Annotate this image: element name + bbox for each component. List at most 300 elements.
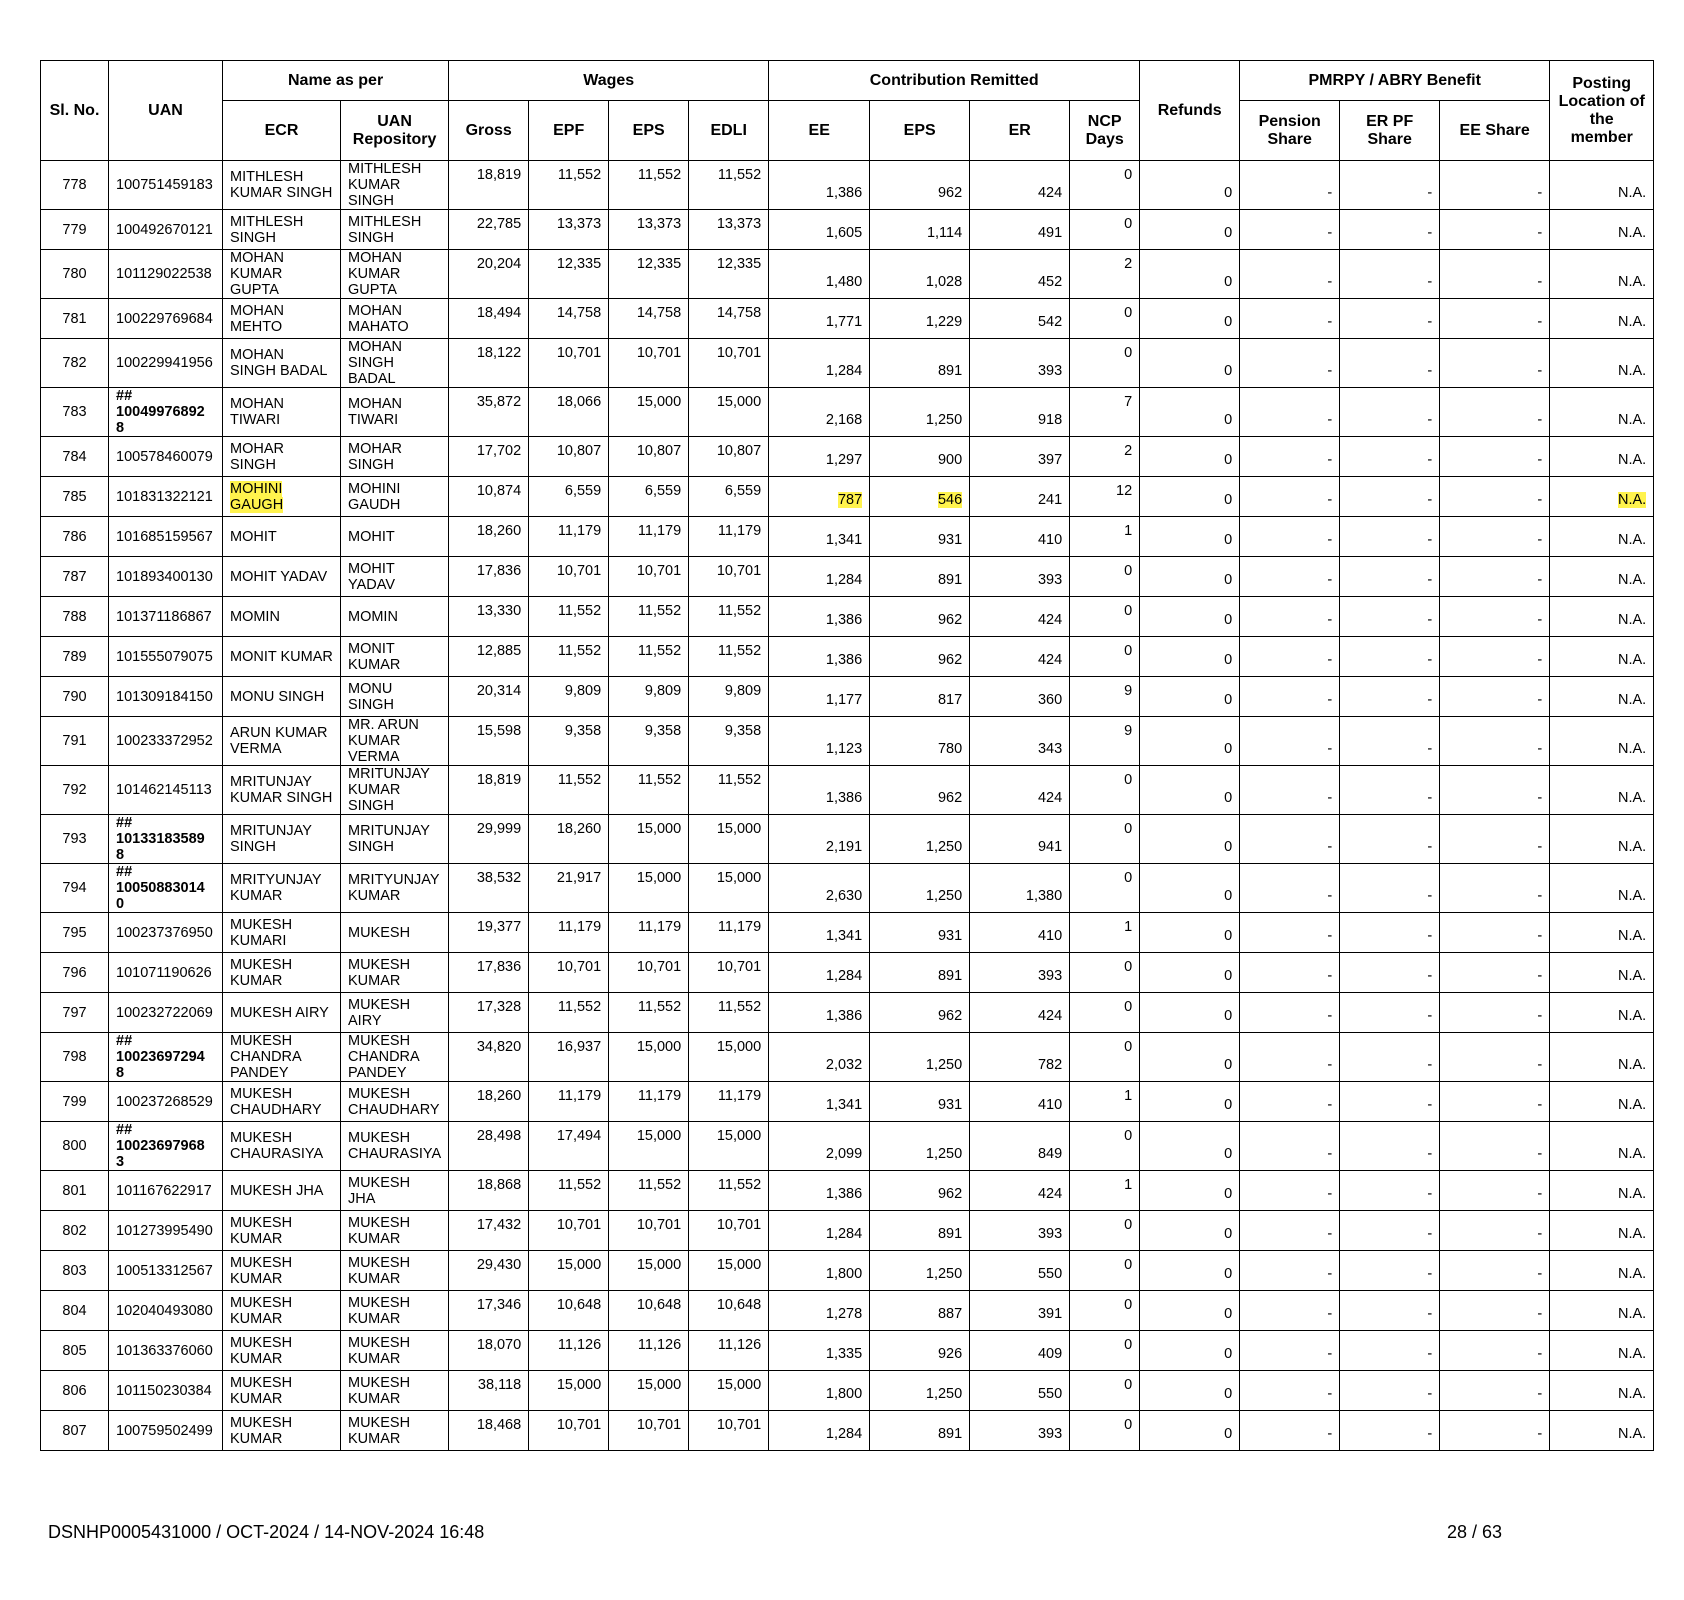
eps-wage-cell: 15,000 (609, 1033, 689, 1082)
er-pf-share-cell: - (1340, 437, 1440, 477)
eps-wage-cell: 15,000 (609, 864, 689, 913)
eps-contribution-cell: 1,250 (870, 1122, 970, 1171)
pension-share-cell: - (1240, 437, 1340, 477)
ecr-name-cell: MOMIN (223, 597, 341, 637)
refunds-cell: 0 (1140, 597, 1240, 637)
pension-share-cell: - (1240, 477, 1340, 517)
ecr-name-cell: MOHAN SINGH BADAL (223, 339, 341, 388)
refunds-cell: 0 (1140, 1171, 1240, 1211)
refunds-cell: 0 (1140, 1411, 1240, 1451)
er-cell: 410 (970, 517, 1070, 557)
er-cell: 343 (970, 717, 1070, 766)
edli-cell: 15,000 (689, 1122, 769, 1171)
pension-share-cell: - (1240, 339, 1340, 388)
er-cell: 424 (970, 766, 1070, 815)
edli-cell: 15,000 (689, 864, 769, 913)
refunds-cell: 0 (1140, 1251, 1240, 1291)
ecr-name-cell: MUKESH KUMAR (223, 1331, 341, 1371)
ecr-name-cell: MUKESH CHAUDHARY (223, 1082, 341, 1122)
ecr-name-cell: MUKESH CHAURASIYA (223, 1122, 341, 1171)
uan-repository-name-cell: MONIT KUMAR (341, 637, 449, 677)
ee-share-cell: - (1440, 815, 1550, 864)
edli-cell: 11,552 (689, 766, 769, 815)
ee-cell: 1,386 (769, 993, 870, 1033)
pension-share-cell: - (1240, 815, 1340, 864)
ecr-name-cell: MOHIT (223, 517, 341, 557)
ncp-days-cell: 0 (1070, 339, 1140, 388)
ee-share-cell: - (1440, 1211, 1550, 1251)
ncp-days-cell: 0 (1070, 299, 1140, 339)
er-cell: 410 (970, 913, 1070, 953)
uan-repository-name-cell: MUKESH CHAUDHARY (341, 1082, 449, 1122)
gross-cell: 10,874 (449, 477, 529, 517)
eps-wage-cell: 11,179 (609, 517, 689, 557)
header-name-as-per: Name as per (223, 61, 449, 101)
uan-cell: 101831322121 (109, 477, 223, 517)
ee-share-cell: - (1440, 557, 1550, 597)
ee-cell: 2,630 (769, 864, 870, 913)
ncp-days-cell: 0 (1070, 993, 1140, 1033)
ee-share-cell: - (1440, 766, 1550, 815)
posting-location-cell: N.A. (1550, 1033, 1654, 1082)
posting-location-cell: N.A. (1550, 677, 1654, 717)
ncp-days-cell: 0 (1070, 210, 1140, 250)
posting-location-cell: N.A. (1550, 1211, 1654, 1251)
table-row (41, 210, 1654, 250)
posting-location-cell: N.A. (1550, 597, 1654, 637)
er-pf-share-cell: - (1340, 1211, 1440, 1251)
uan-repository-name-cell: MUKESH KUMAR (341, 1291, 449, 1331)
uan-cell: 100492670121 (109, 210, 223, 250)
ecr-name-cell: MOHIT YADAV (223, 557, 341, 597)
pension-share-cell: - (1240, 388, 1340, 437)
ee-cell: 1,386 (769, 597, 870, 637)
ncp-days-cell: 0 (1070, 637, 1140, 677)
sl-no-cell: 792 (41, 766, 109, 815)
edli-cell: 11,179 (689, 517, 769, 557)
ncp-days-cell: 12 (1070, 477, 1140, 517)
refunds-cell: 0 (1140, 1033, 1240, 1082)
edli-cell: 15,000 (689, 815, 769, 864)
ncp-days-cell: 1 (1070, 913, 1140, 953)
edli-cell: 14,758 (689, 299, 769, 339)
edli-cell: 10,701 (689, 339, 769, 388)
eps-wage-cell: 10,807 (609, 437, 689, 477)
refunds-cell: 0 (1140, 1211, 1240, 1251)
sl-no-cell: 806 (41, 1371, 109, 1411)
eps-contribution-cell: 1,028 (870, 250, 970, 299)
uan-repository-name-cell: MUKESH JHA (341, 1171, 449, 1211)
epf-cell: 11,552 (529, 993, 609, 1033)
header-pmrpy-abry: PMRPY / ABRY Benefit (1240, 61, 1550, 101)
posting-location-cell: N.A. (1550, 766, 1654, 815)
table-row (41, 815, 1654, 864)
pension-share-cell: - (1240, 637, 1340, 677)
ee-share-cell: - (1440, 1171, 1550, 1211)
posting-location-cell: N.A. (1550, 1411, 1654, 1451)
ee-share-cell: - (1440, 1251, 1550, 1291)
uan-cell: 100578460079 (109, 437, 223, 477)
ee-share-cell: - (1440, 517, 1550, 557)
er-pf-share-cell: - (1340, 993, 1440, 1033)
ee-share-cell: - (1440, 993, 1550, 1033)
er-cell: 424 (970, 993, 1070, 1033)
gross-cell: 18,122 (449, 339, 529, 388)
uan-cell: 101309184150 (109, 677, 223, 717)
ee-cell: 1,278 (769, 1291, 870, 1331)
refunds-cell: 0 (1140, 210, 1240, 250)
table-row (41, 717, 1654, 766)
pension-share-cell: - (1240, 864, 1340, 913)
refunds-cell: 0 (1140, 517, 1240, 557)
er-cell: 550 (970, 1251, 1070, 1291)
pension-share-cell: - (1240, 1171, 1340, 1211)
eps-wage-cell: 10,701 (609, 339, 689, 388)
pension-share-cell: - (1240, 210, 1340, 250)
gross-cell: 18,070 (449, 1331, 529, 1371)
ee-cell: 1,297 (769, 437, 870, 477)
uan-repository-name-cell: MUKESH CHAURASIYA (341, 1122, 449, 1171)
pension-share-cell: - (1240, 766, 1340, 815)
uan-cell: 101685159567 (109, 517, 223, 557)
eps-contribution-cell: 962 (870, 993, 970, 1033)
sl-no-cell: 788 (41, 597, 109, 637)
uan-cell: 101363376060 (109, 1331, 223, 1371)
eps-contribution-cell: 546 (870, 477, 970, 517)
uan-repository-name-cell: MUKESH KUMAR (341, 1211, 449, 1251)
er-pf-share-cell: - (1340, 299, 1440, 339)
header-sl-no: Sl. No. (41, 61, 109, 161)
uan-repository-name-cell: MITHLESH SINGH (341, 210, 449, 250)
ee-cell: 1,605 (769, 210, 870, 250)
posting-location-cell: N.A. (1550, 1331, 1654, 1371)
edli-cell: 9,809 (689, 677, 769, 717)
table-row (41, 437, 1654, 477)
eps-wage-cell: 11,552 (609, 161, 689, 210)
sl-no-cell: 803 (41, 1251, 109, 1291)
er-cell: 550 (970, 1371, 1070, 1411)
edli-cell: 11,179 (689, 913, 769, 953)
eps-wage-cell: 10,701 (609, 953, 689, 993)
ncp-days-cell: 0 (1070, 815, 1140, 864)
table-row (41, 677, 1654, 717)
ee-cell: 787 (769, 477, 870, 517)
posting-location-cell: N.A. (1550, 1371, 1654, 1411)
uan-repository-name-cell: MOHAN KUMAR GUPTA (341, 250, 449, 299)
ee-cell: 1,386 (769, 161, 870, 210)
gross-cell: 17,836 (449, 557, 529, 597)
edli-cell: 15,000 (689, 1371, 769, 1411)
uan-cell: ## 10049976892 8 (109, 388, 223, 437)
uan-cell: 100232722069 (109, 993, 223, 1033)
ee-cell: 1,341 (769, 1082, 870, 1122)
ecr-name-cell: MUKESH KUMAR (223, 1371, 341, 1411)
eps-contribution-cell: 962 (870, 1171, 970, 1211)
table-row (41, 637, 1654, 677)
ncp-days-cell: 9 (1070, 677, 1140, 717)
ecr-name-cell: MOHAN MEHTO (223, 299, 341, 339)
eps-contribution-cell: 931 (870, 913, 970, 953)
ee-share-cell: - (1440, 477, 1550, 517)
uan-repository-name-cell: MUKESH KUMAR (341, 1331, 449, 1371)
gross-cell: 18,260 (449, 517, 529, 557)
ee-share-cell: - (1440, 953, 1550, 993)
header-ee-share: EE Share (1440, 101, 1550, 161)
uan-repository-name-cell: MRITYUNJAY KUMAR (341, 864, 449, 913)
ee-share-cell: - (1440, 388, 1550, 437)
gross-cell: 20,314 (449, 677, 529, 717)
eps-wage-cell: 10,701 (609, 1411, 689, 1451)
refunds-cell: 0 (1140, 815, 1240, 864)
uan-repository-name-cell: MUKESH (341, 913, 449, 953)
er-pf-share-cell: - (1340, 913, 1440, 953)
uan-repository-name-cell: MOHAN TIWARI (341, 388, 449, 437)
er-cell: 397 (970, 437, 1070, 477)
ncp-days-cell: 0 (1070, 1033, 1140, 1082)
ecr-name-cell: MONU SINGH (223, 677, 341, 717)
epf-cell: 10,701 (529, 557, 609, 597)
edli-cell: 10,701 (689, 1211, 769, 1251)
ncp-days-cell: 0 (1070, 1411, 1140, 1451)
table-row (41, 1171, 1654, 1211)
er-pf-share-cell: - (1340, 1082, 1440, 1122)
posting-location-cell: N.A. (1550, 993, 1654, 1033)
table-row (41, 766, 1654, 815)
er-pf-share-cell: - (1340, 339, 1440, 388)
epf-cell: 18,260 (529, 815, 609, 864)
header-edli: EDLI (689, 101, 769, 161)
er-cell: 424 (970, 637, 1070, 677)
er-cell: 918 (970, 388, 1070, 437)
eps-wage-cell: 9,358 (609, 717, 689, 766)
eps-wage-cell: 13,373 (609, 210, 689, 250)
table-row (41, 339, 1654, 388)
table-row (41, 993, 1654, 1033)
epf-cell: 11,552 (529, 597, 609, 637)
posting-location-cell: N.A. (1550, 517, 1654, 557)
sl-no-cell: 778 (41, 161, 109, 210)
sl-no-cell: 805 (41, 1331, 109, 1371)
header-pension-share: Pension Share (1240, 101, 1340, 161)
ecr-name-cell: MOHINI GAUGH (223, 477, 341, 517)
sl-no-cell: 797 (41, 993, 109, 1033)
eps-contribution-cell: 1,250 (870, 388, 970, 437)
epf-cell: 11,179 (529, 1082, 609, 1122)
edli-cell: 10,701 (689, 953, 769, 993)
table-row (41, 864, 1654, 913)
edli-cell: 13,373 (689, 210, 769, 250)
ncp-days-cell: 0 (1070, 1122, 1140, 1171)
ncp-days-cell: 0 (1070, 1211, 1140, 1251)
eps-contribution-cell: 891 (870, 557, 970, 597)
uan-repository-name-cell: MUKESH KUMAR (341, 953, 449, 993)
eps-contribution-cell: 1,250 (870, 1251, 970, 1291)
posting-location-cell: N.A. (1550, 815, 1654, 864)
table-row (41, 1331, 1654, 1371)
ecr-name-cell: MRITUNJAY SINGH (223, 815, 341, 864)
er-pf-share-cell: - (1340, 388, 1440, 437)
gross-cell: 20,204 (449, 250, 529, 299)
uan-cell: 100233372952 (109, 717, 223, 766)
edli-cell: 11,552 (689, 597, 769, 637)
uan-repository-name-cell: MUKESH CHANDRA PANDEY (341, 1033, 449, 1082)
ncp-days-cell: 2 (1070, 250, 1140, 299)
eps-wage-cell: 15,000 (609, 388, 689, 437)
posting-location-cell: N.A. (1550, 913, 1654, 953)
uan-repository-name-cell: MUKESH KUMAR (341, 1371, 449, 1411)
sl-no-cell: 779 (41, 210, 109, 250)
uan-repository-name-cell: MUKESH AIRY (341, 993, 449, 1033)
sl-no-cell: 804 (41, 1291, 109, 1331)
uan-repository-name-cell: MR. ARUN KUMAR VERMA (341, 717, 449, 766)
eps-wage-cell: 11,126 (609, 1331, 689, 1371)
eps-contribution-cell: 931 (870, 1082, 970, 1122)
ncp-days-cell: 0 (1070, 597, 1140, 637)
ecr-name-cell: MUKESH KUMAR (223, 953, 341, 993)
gross-cell: 34,820 (449, 1033, 529, 1082)
edli-cell: 11,552 (689, 993, 769, 1033)
gross-cell: 17,328 (449, 993, 529, 1033)
table-row (41, 597, 1654, 637)
table-row (41, 1251, 1654, 1291)
ee-share-cell: - (1440, 299, 1550, 339)
eps-wage-cell: 11,179 (609, 913, 689, 953)
table-row (41, 1411, 1654, 1451)
er-cell: 241 (970, 477, 1070, 517)
posting-location-cell: N.A. (1550, 299, 1654, 339)
eps-contribution-cell: 926 (870, 1331, 970, 1371)
table-row (41, 557, 1654, 597)
sl-no-cell: 793 (41, 815, 109, 864)
ee-share-cell: - (1440, 437, 1550, 477)
er-pf-share-cell: - (1340, 1033, 1440, 1082)
ee-cell: 1,177 (769, 677, 870, 717)
uan-cell: ## 10133183589 8 (109, 815, 223, 864)
pension-share-cell: - (1240, 517, 1340, 557)
gross-cell: 38,118 (449, 1371, 529, 1411)
sl-no-cell: 781 (41, 299, 109, 339)
eps-contribution-cell: 1,114 (870, 210, 970, 250)
pension-share-cell: - (1240, 993, 1340, 1033)
epf-cell: 21,917 (529, 864, 609, 913)
uan-cell: 101071190626 (109, 953, 223, 993)
uan-repository-name-cell: MOHIT YADAV (341, 557, 449, 597)
sl-no-cell: 794 (41, 864, 109, 913)
ee-cell: 2,191 (769, 815, 870, 864)
gross-cell: 17,702 (449, 437, 529, 477)
gross-cell: 17,836 (449, 953, 529, 993)
ee-cell: 1,284 (769, 339, 870, 388)
table-row (41, 388, 1654, 437)
posting-location-cell: N.A. (1550, 388, 1654, 437)
eps-wage-cell: 15,000 (609, 1251, 689, 1291)
gross-cell: 17,432 (449, 1211, 529, 1251)
pension-share-cell: - (1240, 557, 1340, 597)
pension-share-cell: - (1240, 299, 1340, 339)
er-cell: 391 (970, 1291, 1070, 1331)
eps-wage-cell: 10,648 (609, 1291, 689, 1331)
ee-share-cell: - (1440, 339, 1550, 388)
edli-cell: 15,000 (689, 1033, 769, 1082)
gross-cell: 18,468 (449, 1411, 529, 1451)
epf-cell: 13,373 (529, 210, 609, 250)
header-epf: EPF (529, 101, 609, 161)
er-pf-share-cell: - (1340, 597, 1440, 637)
refunds-cell: 0 (1140, 1122, 1240, 1171)
uan-repository-name-cell: MUKESH KUMAR (341, 1411, 449, 1451)
ee-cell: 2,099 (769, 1122, 870, 1171)
ee-share-cell: - (1440, 250, 1550, 299)
er-pf-share-cell: - (1340, 1331, 1440, 1371)
pension-share-cell: - (1240, 1082, 1340, 1122)
er-cell: 393 (970, 1411, 1070, 1451)
epf-cell: 14,758 (529, 299, 609, 339)
uan-repository-name-cell: MOHAN MAHATO (341, 299, 449, 339)
gross-cell: 38,532 (449, 864, 529, 913)
sl-no-cell: 799 (41, 1082, 109, 1122)
ncp-days-cell: 0 (1070, 161, 1140, 210)
header-eps-contribution: EPS (870, 101, 970, 161)
eps-wage-cell: 11,552 (609, 637, 689, 677)
pension-share-cell: - (1240, 250, 1340, 299)
eps-wage-cell: 11,179 (609, 1082, 689, 1122)
sl-no-cell: 790 (41, 677, 109, 717)
gross-cell: 29,430 (449, 1251, 529, 1291)
uan-cell: 100237376950 (109, 913, 223, 953)
edli-cell: 15,000 (689, 388, 769, 437)
ee-cell: 1,800 (769, 1251, 870, 1291)
table-row (41, 1291, 1654, 1331)
eps-contribution-cell: 931 (870, 517, 970, 557)
gross-cell: 19,377 (449, 913, 529, 953)
gross-cell: 18,868 (449, 1171, 529, 1211)
refunds-cell: 0 (1140, 477, 1240, 517)
eps-contribution-cell: 1,250 (870, 1033, 970, 1082)
eps-wage-cell: 15,000 (609, 1371, 689, 1411)
epf-cell: 18,066 (529, 388, 609, 437)
edli-cell: 10,701 (689, 557, 769, 597)
edli-cell: 10,648 (689, 1291, 769, 1331)
er-pf-share-cell: - (1340, 864, 1440, 913)
eps-wage-cell: 6,559 (609, 477, 689, 517)
er-cell: 782 (970, 1033, 1070, 1082)
table-row (41, 477, 1654, 517)
ecr-name-cell: MOHAN KUMAR GUPTA (223, 250, 341, 299)
header-contribution-remitted: Contribution Remitted (769, 61, 1140, 101)
uan-repository-name-cell: MOHIT (341, 517, 449, 557)
epf-cell: 9,358 (529, 717, 609, 766)
uan-cell: 100751459183 (109, 161, 223, 210)
uan-cell: 100229941956 (109, 339, 223, 388)
er-cell: 424 (970, 597, 1070, 637)
ee-cell: 1,335 (769, 1331, 870, 1371)
ncp-days-cell: 0 (1070, 1251, 1140, 1291)
edli-cell: 10,701 (689, 1411, 769, 1451)
er-cell: 452 (970, 250, 1070, 299)
refunds-cell: 0 (1140, 864, 1240, 913)
sl-no-cell: 786 (41, 517, 109, 557)
er-cell: 1,380 (970, 864, 1070, 913)
er-pf-share-cell: - (1340, 815, 1440, 864)
er-cell: 393 (970, 1211, 1070, 1251)
gross-cell: 18,819 (449, 766, 529, 815)
gross-cell: 17,346 (449, 1291, 529, 1331)
sl-no-cell: 784 (41, 437, 109, 477)
ee-share-cell: - (1440, 1411, 1550, 1451)
epf-cell: 12,335 (529, 250, 609, 299)
ee-cell: 1,386 (769, 637, 870, 677)
epf-cell: 10,701 (529, 1211, 609, 1251)
